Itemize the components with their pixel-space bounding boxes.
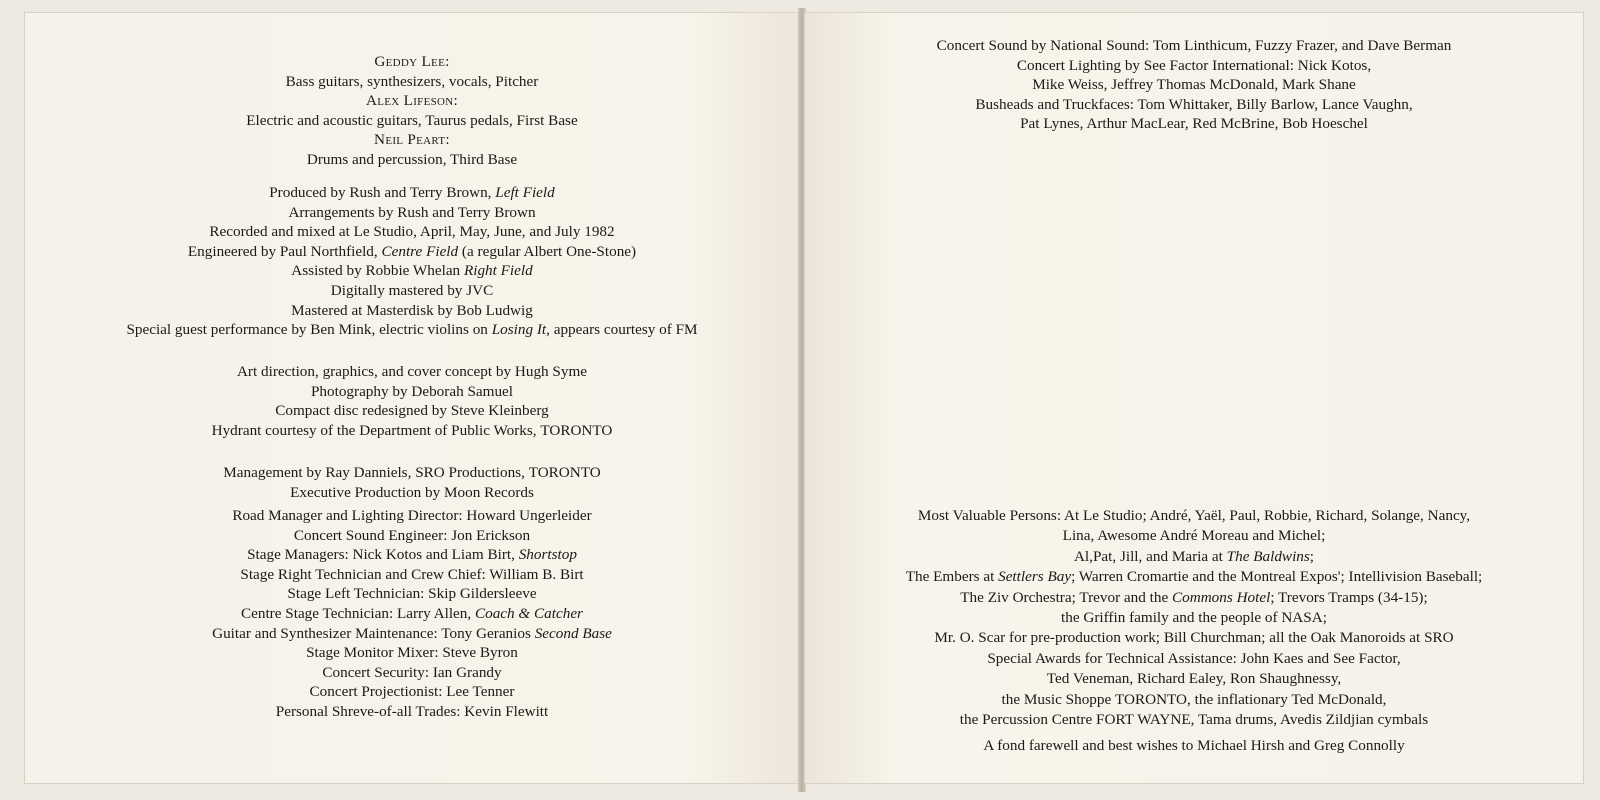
mgmt-sc: SRO (415, 464, 445, 481)
digital-line (24, 281, 800, 301)
sound-engineer-line: Concert Sound Engineer: Jon Erickson (293, 526, 531, 544)
member-neil: Neil Peart: (374, 131, 450, 149)
concert-lighting-line-2: Mike Weiss, Jeffrey Thomas McDonald, Mark Shane (1032, 76, 1356, 94)
mvp-l11-text: the Percussion Centre (959, 711, 1097, 729)
arrangements-line: Arrangements by Rush and Terry Brown (288, 203, 536, 221)
produced-em: Left Field (495, 184, 555, 201)
stage-left-line: Stage Left Technician: Skip Gildersleeve (287, 585, 537, 603)
mvp-l5-post: ; Trevors Tramps (34-15); (1270, 588, 1428, 606)
mastered-line: Mastered at Masterdisk by Bob Ludwig (291, 301, 533, 319)
concert-lighting-line: Concert Lighting by See Factor International: Nick Kotos, (1016, 56, 1372, 74)
member-alex-role: Electric and acoustic guitars, Taurus pedals, First Base (246, 111, 578, 129)
shreve-line: Personal Shreve-of-all Trades: Kevin Flewitt (275, 702, 549, 720)
guitar-maintenance-line (24, 624, 800, 644)
photography-line: Photography by Deborah Samuel (310, 382, 514, 400)
member-geddy: Geddy Lee: (374, 53, 450, 70)
mvp-l6-text: the Griffin family and the people of (1061, 609, 1282, 627)
member-geddy-role: Bass guitars, synthesizers, vocals, Pitcher (285, 72, 539, 90)
management-credits (24, 463, 800, 502)
mvp-credits (804, 506, 1584, 757)
produced-text: Produced by Rush and Terry Brown, (269, 184, 496, 201)
recorded-line: Recorded and mixed at Le Studio, April, May, June, and July 1982 (209, 223, 615, 241)
stage-mgr-em: Shortstop (518, 546, 577, 564)
mvp-l5-text: The Ziv Orchestra; Trevor and the (960, 588, 1173, 606)
mvp-l3-em: The Baldwins (1226, 547, 1310, 565)
mvp-l10-sc: TORONTO (1115, 690, 1188, 708)
art-direction-line: Art direction, graphics, and cover concept by Hugh Syme (236, 363, 588, 380)
mvp-l10-post: , the inflationary Ted McDonald, (1187, 690, 1387, 708)
mvp-l10-text: the Music Shoppe (1001, 690, 1116, 708)
member-alex: Alex Lifeson: (365, 92, 459, 110)
guitar-text: Guitar and Synthesizer Maintenance: Tony Geranios (212, 624, 535, 642)
mvp-line-7 (804, 628, 1584, 648)
mvp-l11-post: , Tama drums, Avedis Zildjian cymbals (1190, 711, 1429, 729)
assisted-em: Right Field (463, 262, 533, 280)
mvp-line-1: Most Valuable Persons: At Le Studio; André, Yaël, Paul, Robbie, Richard, Solange, Nancy, (917, 507, 1471, 524)
hydrant-line (24, 421, 800, 441)
engineered-text: Engineered by Paul Northfield, (187, 242, 382, 260)
mvp-line-11 (804, 710, 1584, 730)
mgmt-sc2: TORONTO (528, 464, 601, 481)
mvp-line-4 (804, 567, 1584, 587)
digital-text: Digitally mastered by (330, 281, 467, 299)
member-neil-role: Drums and percussion, Third Base (306, 150, 518, 168)
monitor-mixer-line: Stage Monitor Mixer: Steve Byron (306, 644, 518, 662)
mvp-l7-sc: SRO (1424, 629, 1454, 647)
special-em: Losing It, (491, 321, 550, 339)
compact-disc-line: Compact disc redesigned by Steve Kleinberg (275, 402, 549, 420)
special-sc: FM (675, 321, 698, 339)
stage-mgr-text: Stage Managers: Nick Kotos and Liam Birt, (247, 546, 519, 564)
projectionist-line: Concert Projectionist: Lee Tenner (309, 683, 515, 701)
special-post: appears courtesy of (549, 321, 676, 339)
production-credits (24, 183, 800, 340)
busheads-line-2: Pat Lynes, Arthur MacLear, Red McBrine, Bob Hoeschel (1020, 115, 1368, 133)
engineered-line (24, 242, 800, 262)
band-members (24, 52, 800, 170)
engineered-em: Centre Field (381, 242, 459, 260)
special-guest-line (24, 320, 800, 340)
centre-em: Coach & Catcher (474, 604, 583, 622)
guitar-em: Second Base (534, 624, 612, 642)
mvp-line-10 (804, 690, 1584, 710)
mvp-l7-text: Mr. O. Scar for pre-production work; Bill Churchman; all the Oak Manoroids at (934, 629, 1425, 647)
busheads-line: Busheads and Truckfaces: Tom Whittaker, Billy Barlow, Lance Vaughn, (975, 95, 1413, 113)
mvp-l4-em: Settlers Bay (998, 568, 1072, 586)
crew-credits (24, 506, 800, 722)
security-line: Concert Security: Ian Grandy (322, 663, 502, 681)
mvp-l6-post: ; (1322, 609, 1327, 627)
mvp-l5-em: Commons Hotel (1172, 588, 1271, 606)
mvp-line-8: Special Awards for Technical Assistance: John Kaes and See Factor, (987, 649, 1401, 667)
mgmt-text: Management by Ray Danniels, (223, 464, 416, 481)
exec-production-line: Executive Production by Moon Records (290, 483, 534, 501)
mvp-line-5 (804, 588, 1584, 608)
centre-stage-line (24, 604, 800, 624)
mvp-l11-sc: FORT WAYNE (1096, 711, 1191, 729)
digital-sc: JVC (466, 281, 494, 299)
art-credits (24, 362, 800, 440)
stage-managers-line (24, 545, 800, 565)
mvp-l3-text: Al,Pat, Jill, and Maria at (1073, 547, 1227, 565)
mvp-l4-text: The Embers at (905, 568, 999, 586)
mvp-line-6 (804, 608, 1584, 628)
farewell-line: A fond farewell and best wishes to Michael Hirsh and Greg Connolly (983, 737, 1405, 755)
hydrant-sc: TORONTO (540, 421, 613, 439)
management-line (24, 463, 800, 483)
mvp-l4-post: ; Warren Cromartie and the Montreal Expos'; Intellivision Baseball; (1071, 568, 1483, 586)
mvp-line-3 (804, 547, 1584, 567)
mvp-line-9: Ted Veneman, Richard Ealey, Ron Shaughnessy, (1046, 670, 1342, 688)
hydrant-text: Hydrant courtesy of the Department of Public Works, (211, 421, 541, 439)
engineered-post: (a regular Albert One-Stone) (458, 242, 637, 260)
mvp-l3-post: ; (1309, 547, 1315, 565)
assisted-text: Assisted by Robbie Whelan (291, 262, 464, 280)
produced-line (24, 183, 800, 203)
concert-crew-credits (804, 36, 1584, 134)
assisted-line (24, 261, 800, 281)
mvp-line-2: Lina, Awesome André Moreau and Michel; (1062, 527, 1326, 545)
concert-sound-line: Concert Sound by National Sound: Tom Linthicum, Fuzzy Frazer, and Dave Berman (936, 37, 1452, 54)
mgmt-mid: Productions, (444, 464, 529, 481)
mvp-l6-sc: NASA (1281, 609, 1323, 627)
centre-text: Centre Stage Technician: Larry Allen, (241, 604, 475, 622)
special-text: Special guest performance by Ben Mink, electric violins on (126, 321, 492, 339)
road-manager-line: Road Manager and Lighting Director: Howard Ungerleider (232, 507, 592, 524)
stage-right-line: Stage Right Technician and Crew Chief: William B. Birt (240, 565, 584, 583)
